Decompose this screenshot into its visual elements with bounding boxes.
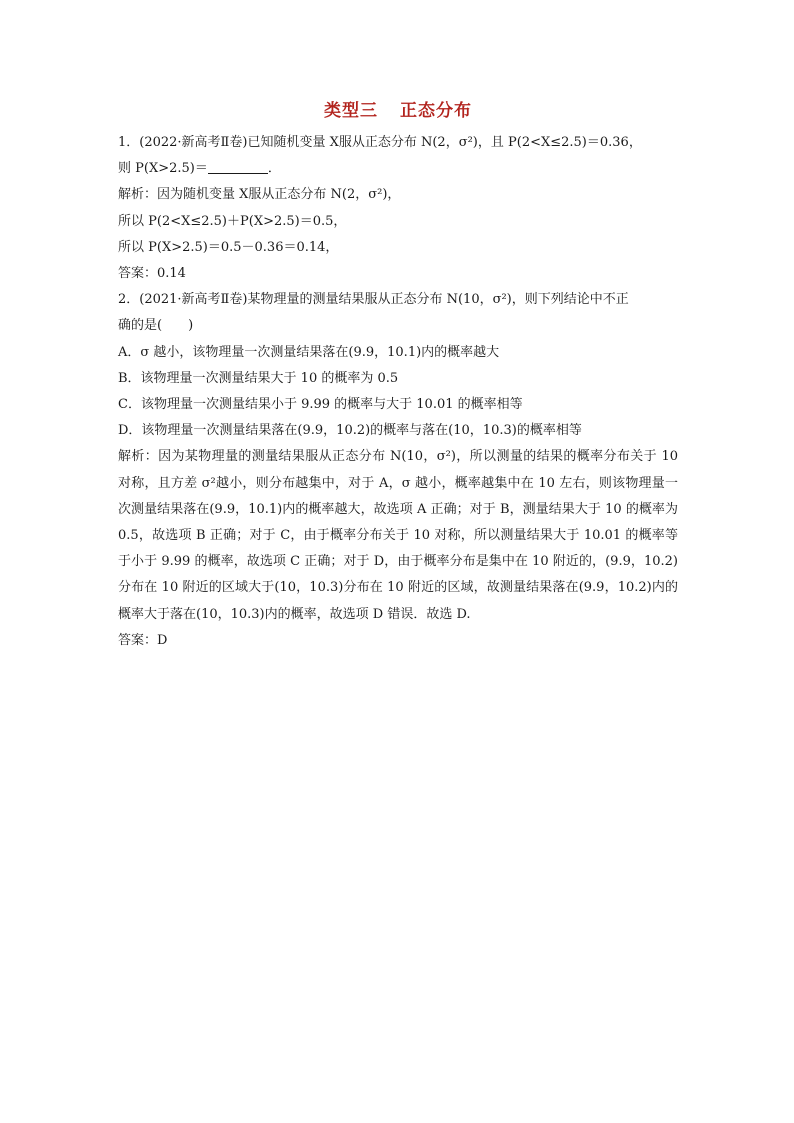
q2-solution-label: 解析： [118, 449, 159, 465]
q2-option-a: A．σ 越小，该物理量一次测量结果落在(9.9，10.1)内的概率越大 [118, 344, 500, 360]
q1-stem-line2 [118, 156, 678, 182]
q2-solution-text: 因为某物理量的测量结果服从正态分布 N(10，σ²)，所以测量的结果的概率分布关于 10 对称，且方差 σ²越小，则分布越集中，对于 A，σ 越小，概率越集中在 10 左右，则该物理量一次测量结果落在(9.9，10.1)内的概率越大，故选项 A 正确；对于 B，测量结果大于 10 的概率为 0.5，故选项 B 正确；对于 C，由于概率分布关于 10 对称，所以测量结果大于 10.01 的概率等于小于 9.99 的概率，故选项 C 正确；对于 D，由于概率分布是集中在 10 附近的，(9.9，10.2)分布在 10 附近的区域大于(10，10.3)分布在 10 附近的区域，故测量结果落在(9.9，10.2)内的概率大于落在(10，10.3)内的概率，故选项 D 错误．故选 D. [118, 449, 678, 622]
q2-option-d: D．该物理量一次测量结果落在(9.9，10.2)的概率与落在(10，10.3)的概率相等 [118, 423, 582, 439]
q1-answer: 答案：0.14 [118, 266, 186, 282]
q2-stem-line2: 确的是( ) [118, 318, 194, 334]
q1-solution-text1: 因为随机变量 X服从正态分布 N(2，σ²)， [157, 187, 401, 203]
answer-blank [208, 160, 268, 174]
q1-solution-line3: 所以 P(X>2.5)＝0.5－0.36＝0.14， [118, 239, 339, 255]
document-body [118, 130, 678, 654]
q2-solution [118, 444, 678, 627]
q2-stem-line1: 2．(2021·新高考Ⅱ卷)某物理量的测量结果服从正态分布 N(10，σ²)，则下列结论中不正 [118, 292, 629, 308]
page-title [118, 96, 678, 121]
q2-option-c: C．该物理量一次测量结果小于 9.99 的概率与大于 10.01 的概率相等 [118, 397, 523, 413]
q1-solution-line1 [118, 182, 678, 208]
q1-stem-prefix: 则 P(X>2.5)＝ [118, 161, 208, 177]
title-main: 类型三 [324, 101, 378, 121]
q1-solution-label: 解析： [118, 187, 158, 203]
title-sub: 正态分布 [400, 101, 472, 121]
q2-option-b: B．该物理量一次测量结果大于 10 的概率为 0.5 [118, 370, 399, 386]
q1-stem-line1: 1．(2022·新高考Ⅱ卷)已知随机变量 X服从正态分布 N(2，σ²)，且 P(2<X≤2.5)＝0.36， [118, 135, 642, 150]
q1-stem-suffix: ． [267, 161, 281, 177]
q1-solution-line2: 所以 P(2<X≤2.5)＋P(X>2.5)＝0.5， [118, 213, 347, 229]
q2-answer: 答案：D [118, 632, 168, 648]
